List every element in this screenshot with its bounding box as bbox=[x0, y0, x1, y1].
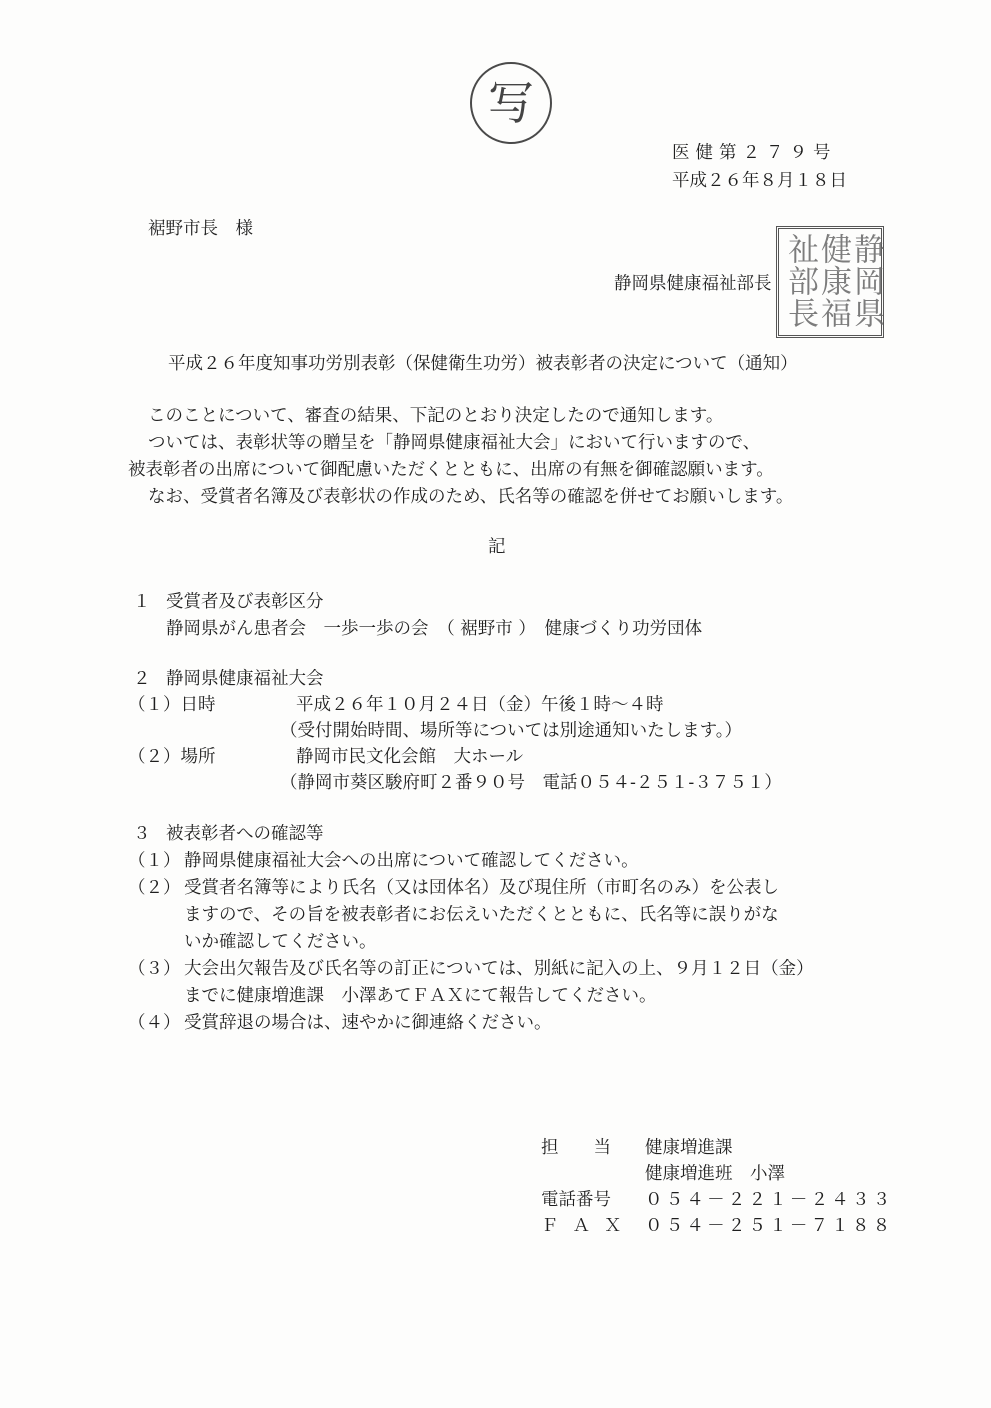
ki-heading: 記 bbox=[488, 537, 506, 557]
body-line-4: なお、受賞者名簿及び表彰状の作成のため、氏名等の確認を併せてお願いします。 bbox=[148, 487, 794, 507]
subject: 平成２６年度知事功労別表彰（保健衛生功労）被表彰者の決定について（通知） bbox=[168, 354, 798, 374]
fax-label: ＦＡＸ bbox=[541, 1216, 636, 1236]
section3-item2-label: （２） bbox=[128, 878, 181, 898]
section2-title: 静岡県健康福祉大会 bbox=[166, 669, 324, 689]
section2-item1-label: （１）日時 bbox=[128, 695, 216, 715]
section1-number: １ bbox=[133, 592, 151, 612]
tel-label: 電話番号 bbox=[541, 1190, 611, 1210]
addressee: 裾野市長 様 bbox=[148, 219, 253, 239]
section1-title: 受賞者及び表彰区分 bbox=[166, 592, 324, 612]
section2-item2-value: 静岡市民文化会館 大ホール bbox=[296, 747, 524, 767]
section3-item1-label: （１） bbox=[128, 851, 181, 871]
section3-item4-line1: 受賞辞退の場合は、速やかに御連絡ください。 bbox=[184, 1013, 552, 1033]
section3-item3-label: （３） bbox=[128, 959, 181, 979]
section3-number: ３ bbox=[133, 824, 151, 844]
seal-text: 静岡県健康福祉部長 bbox=[782, 233, 884, 329]
contact-team: 健康増進班 小澤 bbox=[645, 1164, 785, 1184]
section3-item3-line1: 大会出欠報告及び氏名等の訂正については、別紙に記入の上、９月１２日（金） bbox=[184, 959, 814, 979]
section2-item1-value: 平成２６年１０月２４日（金）午後１時～４時 bbox=[296, 695, 664, 715]
contact-person-label: 担 当 bbox=[541, 1138, 611, 1158]
official-seal bbox=[776, 226, 884, 338]
document-date: 平成２６年８月１８日 bbox=[672, 171, 847, 191]
fax-number: ０５４－２５１－７１８８ bbox=[645, 1216, 894, 1236]
reference-number: 医健第２７９号 bbox=[672, 143, 837, 163]
body-line-1: このことについて、審査の結果、下記のとおり決定したので通知します。 bbox=[148, 406, 724, 426]
section2-item1-note: （受付開始時間、場所等については別途通知いたします。） bbox=[280, 721, 742, 741]
tel-number: ０５４－２２１－２４３３ bbox=[645, 1190, 894, 1210]
section3-item2-line1: 受賞者名簿等により氏名（又は団体名）及び現住所（市町名のみ）を公表し bbox=[184, 878, 779, 898]
copy-stamp-char: 写 bbox=[488, 76, 534, 130]
section3-item3-line2: までに健康増進課 小澤あてＦＡＸにて報告してください。 bbox=[184, 986, 657, 1006]
body-line-2: ついては、表彰状等の贈呈を「静岡県健康福祉大会」において行いますので、 bbox=[148, 433, 761, 453]
body-line-3: 被表彰者の出席について御配慮いただくとともに、出席の有無を御確認願います。 bbox=[128, 460, 774, 480]
section3-item2-line3: いか確認してください。 bbox=[184, 932, 377, 952]
section3-item4-label: （４） bbox=[128, 1013, 181, 1033]
section2-number: ２ bbox=[133, 669, 151, 689]
section3-item2-line2: ますので、その旨を被表彰者にお伝えいただくとともに、氏名等に誤りがな bbox=[184, 905, 779, 925]
section1-detail: 静岡県がん患者会 一歩一歩の会 （ 裾野市 ） 健康づくり功労団体 bbox=[166, 619, 703, 639]
section2-item2-note: （静岡市葵区駿府町２番９０号 電話０５４-２５１-３７５１） bbox=[280, 773, 782, 793]
contact-department: 健康増進課 bbox=[645, 1138, 733, 1158]
section2-item2-label: （２）場所 bbox=[128, 747, 216, 767]
section3-title: 被表彰者への確認等 bbox=[166, 824, 324, 844]
copy-stamp bbox=[470, 62, 552, 144]
sender: 静岡県健康福祉部長 bbox=[614, 274, 772, 294]
section3-item1-line1: 静岡県健康福祉大会への出席について確認してください。 bbox=[184, 851, 639, 871]
